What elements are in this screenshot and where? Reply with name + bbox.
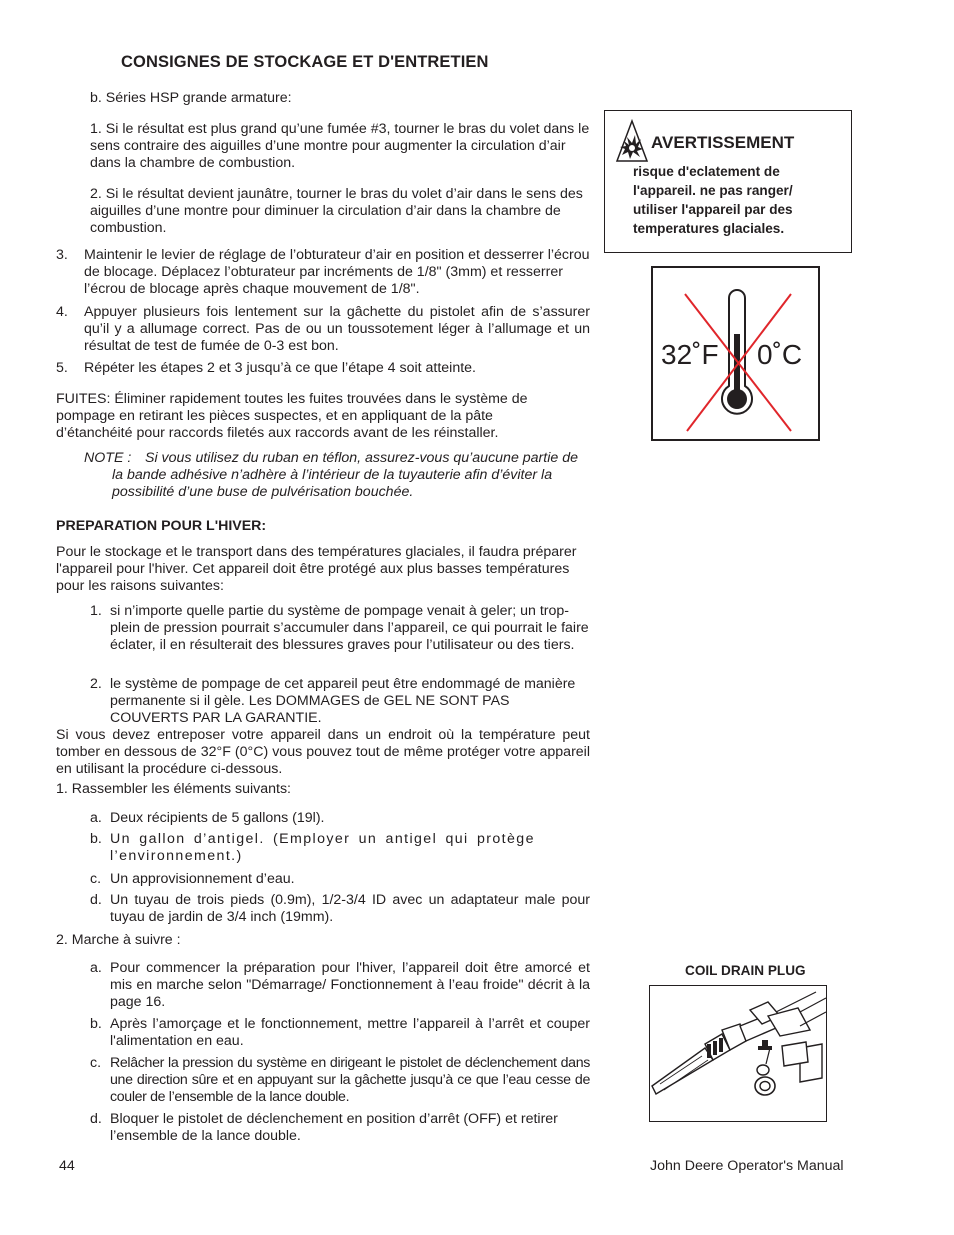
gather-b-number: b. [90, 831, 102, 847]
reason-1-number: 1. [90, 603, 102, 619]
note-text: Si vous utilisez du ruban en téflon, assurez-vous qu’aucune partie de la bande adhésive n’adhère à l’intérieur de la tuyauterie afin d’éviter la possibilité d’une buse de pulvérisation bouchée. [112, 450, 578, 500]
storage-paragraph: Si vous devez entreposer votre appareil dans un endroit où la température peut tomber en dessous de 32°F (0°C) vous pouvez tout de même protéger votre appareil en utilisant la procédure ci-dessous. [56, 727, 590, 777]
proc-b-text: Après l’amorçage et le fonctionnement, mettre l’appareil à l’arrêt et couper l'alimentation en eau. [110, 1016, 590, 1049]
warning-text [633, 162, 793, 238]
section-b-p2: 2. Si le résultat devient jaunâtre, tourner le bras du volet d’air dans le sens des aiguilles d’une montre pour diminuer la circulation d’air dans la chambre de combustion. [90, 186, 583, 236]
gather-d-text: Un tuyau de trois pieds (0.9m), 1/2-3/4 ID avec un adaptateur male pour tuyau de jardin de 3/4 inch (19mm). [110, 892, 590, 925]
gather-a-number: a. [90, 810, 102, 826]
coil-drain-plug-figure [649, 985, 827, 1122]
proc-a-text: Pour commencer la préparation pour l'hiver, l’appareil doit être amorcé et mis en marche selon "Démarrage/ Fonctionnement à l’eau froide" décrit à la page 16. [110, 960, 590, 1010]
thermometer-figure [651, 266, 820, 441]
explosion-warning-icon [615, 119, 649, 163]
fahrenheit-label: 32˚F [661, 339, 719, 370]
warning-title: AVERTISSEMENT [651, 133, 795, 152]
gather-heading: 1. Rassembler les éléments suivants: [56, 781, 291, 797]
step-5-number: 5. [56, 360, 68, 376]
proc-b-number: b. [90, 1016, 102, 1032]
section-b-p1: 1. Si le résultat est plus grand qu’une fumée #3, tourner le bras du volet dans le sens contraire des aiguilles d’une montre pour augmenter la circulation d’air dans la chambre de combustion. [90, 121, 590, 171]
warning-line: temperatures glaciales. [633, 221, 785, 236]
gather-c-text: Un approvisionnement d’eau. [110, 871, 295, 887]
step-4-text: Appuyer plusieurs fois lentement sur la gâchette du pistolet afin de s’assurer qu’il y a allumage correct. Pas de ou un toussotement léger à l’allumage et un résultat de test de fumée de 0-3 est bon. [84, 304, 590, 354]
gather-d-number: d. [90, 892, 102, 908]
step-3-number: 3. [56, 247, 68, 263]
reason-1-text: si n’importe quelle partie du système de pompage venait à geler; un trop-plein de pression pourrait s’accumuler dans l’appareil, ce qui pourrait le faire éclater, il en résulterait des blessures graves pour l’utilisateur ou des tiers. [110, 603, 589, 653]
proc-a-number: a. [90, 960, 102, 976]
winter-heading: PREPARATION POUR L'HIVER: [56, 518, 267, 534]
proc-d-number: d. [90, 1111, 102, 1127]
gather-b-text: Un gallon d’antigel. (Employer un antigel qui protège l’environnement.) [110, 831, 535, 864]
proc-c-text: Relâcher la pression du système en dirigeant le pistolet de déclenchement dans une direction sûre et en appuyant sur la gâchette jusqu’à ce que l’eau cesse de couler de l’ensemble de la lance double. [110, 1055, 590, 1105]
proc-d-text: Bloquer le pistolet de déclenchement en position d’arrêt (OFF) et retirer l’ensemble de la lance double. [110, 1111, 558, 1144]
note-label: NOTE : [84, 450, 132, 466]
warning-line: risque d'eclatement de [633, 164, 780, 179]
gather-a-text: Deux récipients de 5 gallons (19l). [110, 810, 325, 826]
manual-name: John Deere Operator's Manual [650, 1158, 844, 1174]
section-b-heading: b. Séries HSP grande armature: [90, 90, 292, 106]
coil-caption: COIL DRAIN PLUG [685, 963, 806, 978]
gather-c-number: c. [90, 871, 102, 887]
warning-line: l'appareil. ne pas ranger/ [633, 183, 793, 198]
fuites-paragraph: FUITES: Éliminer rapidement toutes les fuites trouvées dans le système de pompage en retirant les pièces suspectes, et en appliquant de la pâte d’étanchéité pour raccords filetés aux raccords avant de les réinstaller. [56, 391, 528, 441]
proc-c-number: c. [90, 1055, 102, 1071]
celsius-label: 0˚C [757, 339, 803, 370]
page-number: 44 [59, 1158, 75, 1174]
page-title: CONSIGNES DE STOCKAGE ET D'ENTRETIEN [121, 53, 489, 71]
step-3-text: Maintenir le levier de réglage de l’obturateur d’air en position et desserrer l’écrou de blocage. Déplacez l’obturateur par incréments de 1/8" (3mm) et resserrer l’écrou de blocage après chaque mouvement de 1/8". [84, 247, 590, 297]
reason-2-text: le système de pompage de cet appareil peut être endommagé de manière permanente si il gèle. Les DOMMAGES de GEL NE SONT PAS COUVERTS PAR LA GARANTIE. [110, 676, 576, 726]
warning-box [604, 110, 852, 253]
winter-intro: Pour le stockage et le transport dans des températures glaciales, il faudra préparer l'appareil pour l'hiver. Cet appareil doit être protégé aux plus basses températures pour les raisons suivantes: [56, 544, 577, 594]
procedure-heading: 2. Marche à suivre : [56, 932, 181, 948]
step-4-number: 4. [56, 304, 68, 320]
warning-line: utiliser l'appareil par des [633, 202, 793, 217]
step-5-text: Répéter les étapes 2 et 3 jusqu’à ce que l’étape 4 soit atteinte. [84, 360, 476, 376]
coil-drain-plug-illustration [650, 986, 826, 1121]
reason-2-number: 2. [90, 676, 102, 692]
